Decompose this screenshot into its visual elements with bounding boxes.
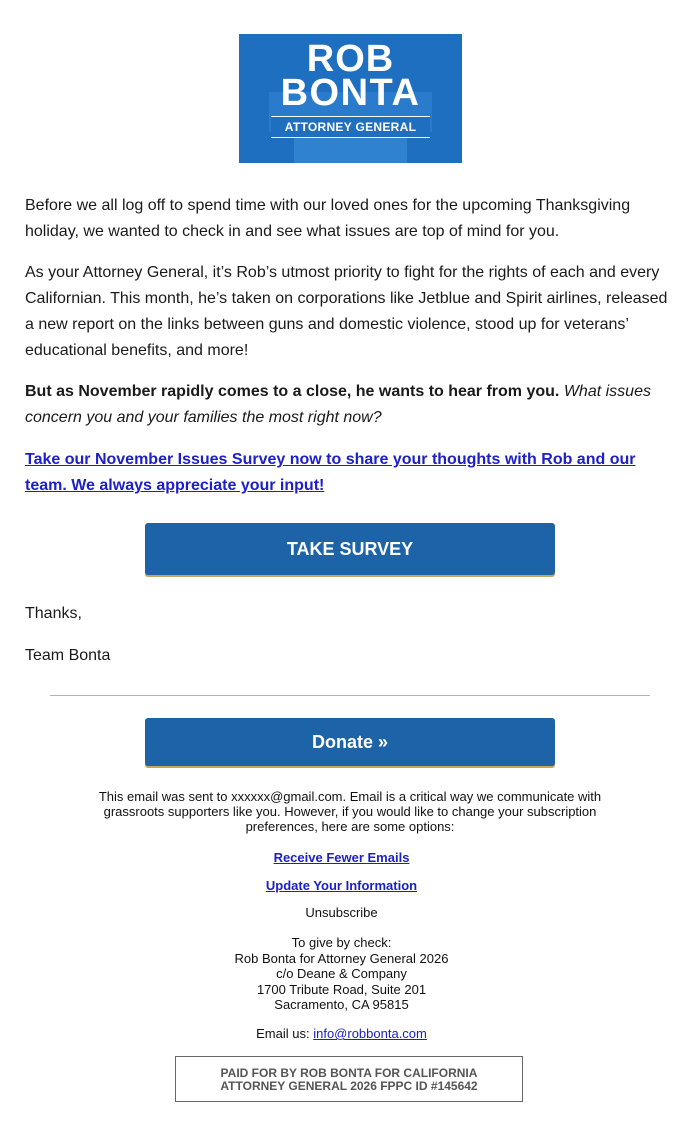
email-label: Email us:	[256, 1026, 310, 1041]
paid-for-disclaimer	[175, 1056, 523, 1102]
address-line: To give by check:	[291, 935, 392, 950]
subscription-notice: This email was sent to xxxxxx@gmail.com. Email is a critical way we communicate with grassroots supporters like you. However, if you would like to change your subscription preferences, here are some options:	[98, 789, 602, 834]
email-us-row	[0, 1026, 683, 1042]
update-information-link[interactable]: Update Your Information	[265, 878, 418, 893]
rob-bonta-logo[interactable]	[239, 34, 462, 163]
closing-thanks: Thanks,	[25, 605, 82, 622]
logo-line-rob: ROB	[306, 38, 395, 80]
signature: Team Bonta	[25, 647, 111, 664]
survey-link[interactable]: Take our November Issues Survey now to share your thoughts with Rob and our team. We always appreciate your input!	[25, 451, 636, 494]
donate-button[interactable]: Donate »	[145, 718, 555, 766]
fewer-emails-row	[0, 850, 683, 866]
address-line: 1700 Tribute Road, Suite 201	[256, 981, 427, 997]
receive-fewer-emails-link[interactable]: Receive Fewer Emails	[273, 850, 410, 865]
update-info-row	[0, 878, 683, 894]
address-line: Rob Bonta for Attorney General 2026	[234, 950, 449, 966]
survey-link-paragraph	[25, 447, 673, 499]
disclaimer-line: PAID FOR BY ROB BONTA FOR CALIFORNIA	[220, 1066, 478, 1080]
call-to-action-paragraph	[25, 379, 673, 431]
take-survey-button[interactable]: TAKE SURVEY	[145, 523, 555, 575]
mailing-address	[0, 935, 683, 1013]
intro-paragraph: Before we all log off to spend time with our loved ones for the upcoming Thanksgiving holiday, we wanted to check in and see what issues are top of mind for you.	[25, 197, 631, 240]
divider	[50, 695, 650, 696]
cta-bold-text: But as November rapidly comes to a close, he wants to hear from you.	[25, 383, 560, 400]
logo-line-title: ATTORNEY GENERAL	[271, 116, 430, 138]
address-line: Sacramento, CA 95815	[274, 997, 409, 1012]
contact-email-link[interactable]: info@robbonta.com	[313, 1026, 427, 1041]
logo-line-bonta: BONTA	[280, 72, 421, 114]
cta-italic-text: What issues concern you and your families the most right now?	[25, 383, 651, 426]
unsubscribe-link[interactable]: Unsubscribe	[305, 905, 378, 920]
address-line: c/o Deane & Company	[276, 966, 407, 981]
disclaimer-line: ATTORNEY GENERAL 2026 FPPC ID #145642	[220, 1079, 478, 1093]
accomplishments-paragraph: As your Attorney General, it’s Rob’s utmost priority to fight for the rights of each and every Californian. This month, he’s taken on corporations like Jetblue and Spirit airlines, released a new report on the links between guns and domestic violence, stood up for veterans’ educational benefits, and more!	[25, 264, 668, 359]
